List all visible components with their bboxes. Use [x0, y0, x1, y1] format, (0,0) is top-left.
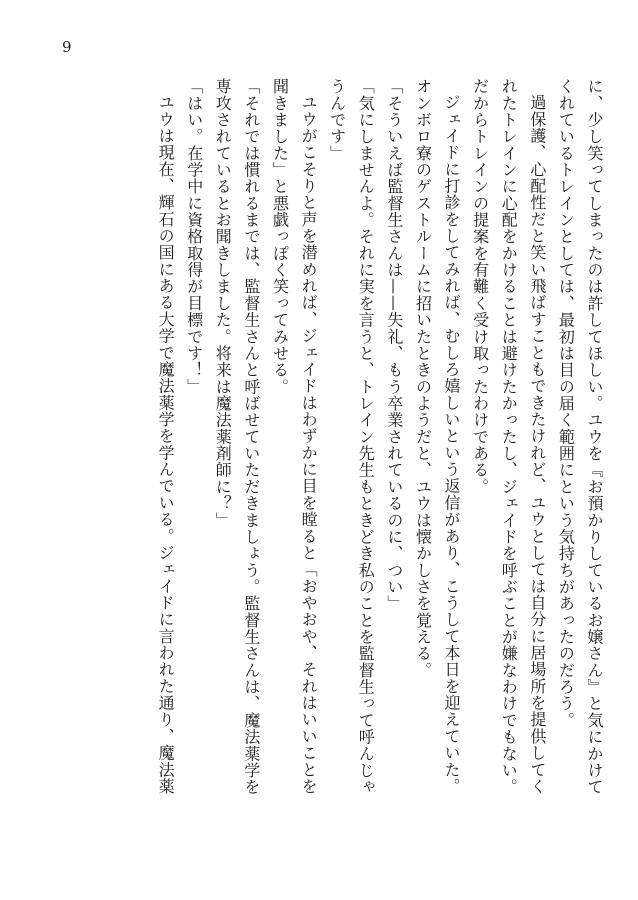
- body-text: [38, 78, 608, 858]
- text-line: だからトレインの提案を有難く受け取ったわけである。: [470, 78, 490, 495]
- text-line: うんです」: [327, 78, 347, 162]
- text-line: 「そういえば監督生さんは——失礼、もう卒業されているのに、つい」: [384, 78, 404, 612]
- text-line: 過保護、心配性だと笑い飛ばすこともできたけれど、ユウとしては自分に居場所を提供してく: [527, 94, 547, 795]
- text-line: くれているトレインとしては、最初は目の届く範囲にという気持ちがあったのだろう。: [556, 78, 576, 729]
- text-line: 専攻されているとお聞きしました。将来は魔法薬剤師に？」: [213, 78, 233, 529]
- text-line: 聞きました」と悪戯っぽく笑ってみせる。: [270, 78, 290, 395]
- text-line: に、少し笑ってしまったのは許してほしい。ユウを『お預かりしているお嬢さん』と気にかけて: [585, 78, 604, 796]
- text-line: 「気にしませんよ。それに実を言うと、トレイン先生もときどき私のことを監督生って呼んじゃ: [356, 78, 376, 796]
- text-line: ユウがこそりと声を潜めれば、ジェイドはわずかに目を瞠ると「おやおや、それはいいことを: [299, 94, 319, 795]
- text-line: ジェイドに打診をしてみれば、むしろ嬉しいという返信があり、こうして本日を迎えていた。: [442, 94, 462, 795]
- page-number: 9: [62, 38, 72, 56]
- text-line: 「はい。在学中に資格取得が目標です！」: [184, 78, 204, 395]
- text-line: ユウは現在、輝石の国にある大学で魔法薬学を学んでいる。ジェイドに言われた通り、魔法薬: [156, 94, 176, 795]
- text-line: オンボロ寮のゲストルームに招いたときのようだと、ユウは懐かしさを覚える。: [413, 78, 433, 679]
- text-line: れたトレインに心配をかけることは避けたかったし、ジェイドを呼ぶことが嫌なわけでもない。: [499, 78, 519, 796]
- text-line: 「それでは慣れるまでは、監督生さんと呼ばせていただきましょう。監督生さんは、魔法薬学を: [241, 78, 261, 796]
